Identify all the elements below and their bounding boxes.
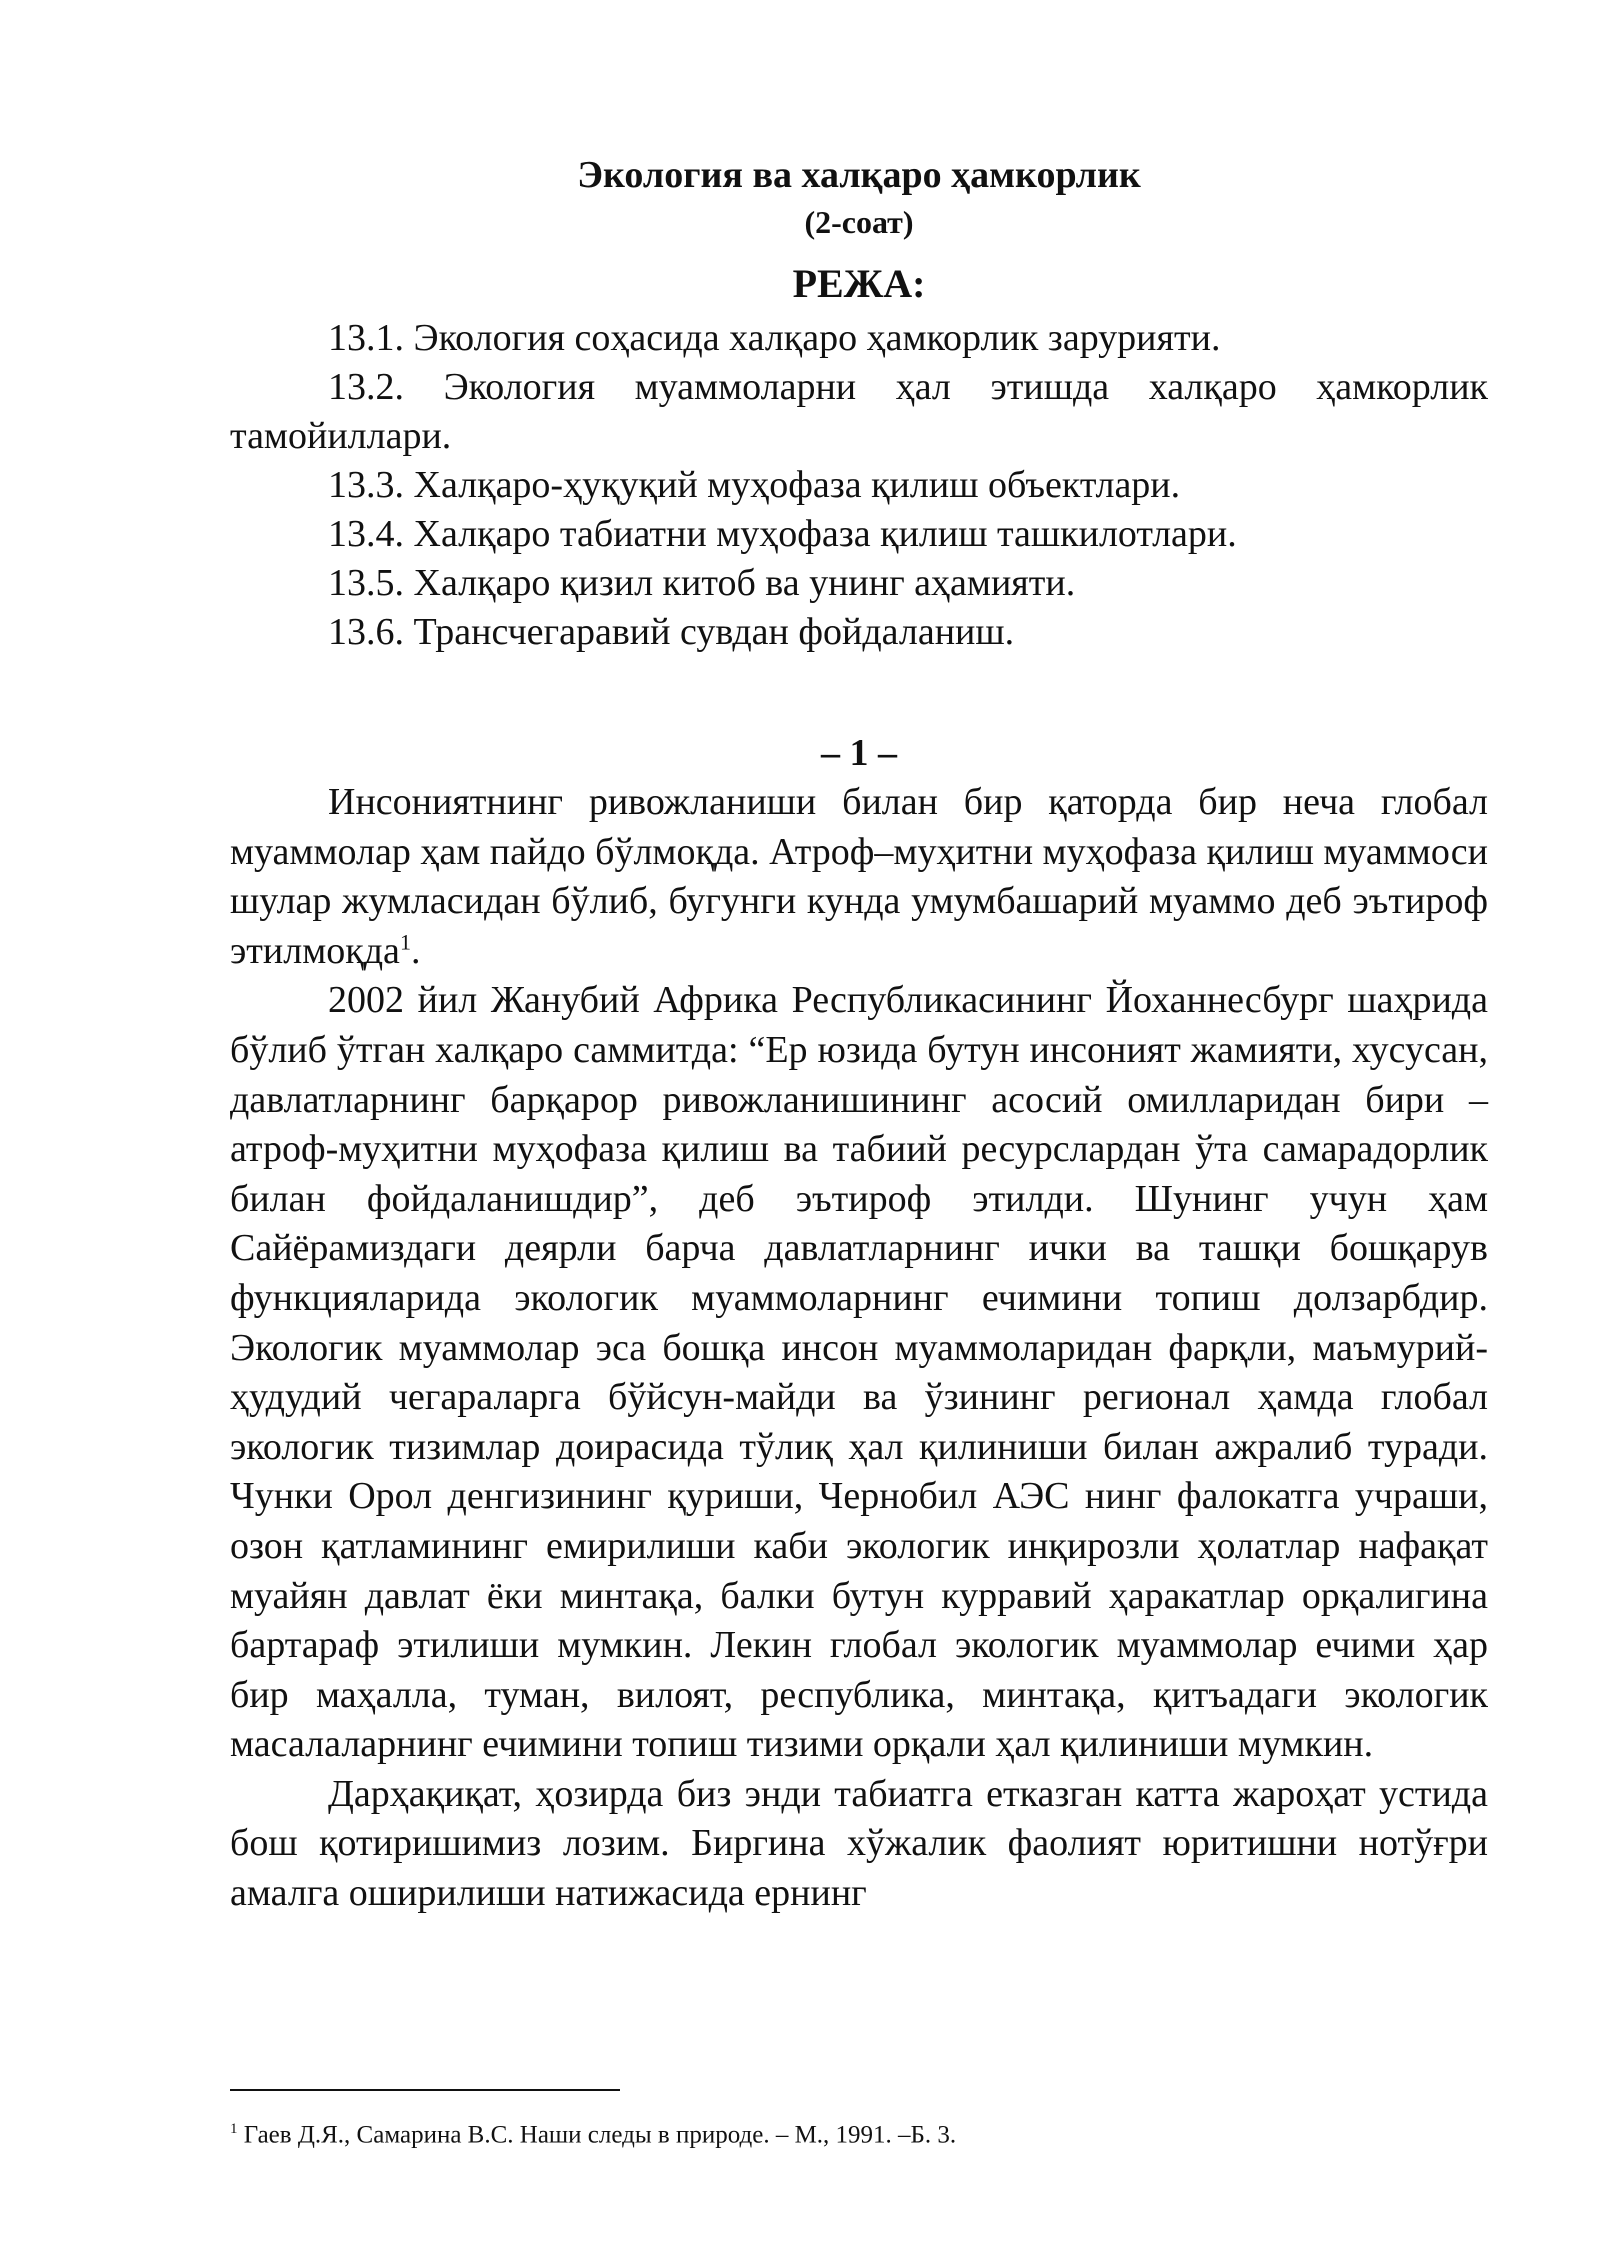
plan-item: 13.4. Халқаро табиатни муҳофаза қилиш ташкилотлари. [328,513,1237,555]
document-body [230,150,1488,1919]
paragraph-text: Инсониятнинг ривожланиши билан бир қаторда бир неча глобал муаммолар ҳам пайдо бўлмоқда. Атроф–муҳитни муҳофаза қилиш муаммоси шулар жумласидан бўлиб, бугунги кунда умумбашарий муаммо деб эътироф этилмоқда [230,781,1488,972]
paragraph: 2002 йил Жанубий Африка Республикасининг Йоханнесбург шаҳрида бўлиб ўтган халқаро саммитда: “Ер юзида бутун инсоният жамияти, хусусан, давлатларнинг барқарор ривожланишининг асосий омилларидан бири – атроф-муҳитни муҳофаза қилиш ва табиий ресурслардан ўта самарадорлик билан фойдаланишдир”, деб эътироф этилди. Шунинг учун ҳам Сайёрамиздаги деярли барча давлатларнинг ички ва ташқи бошқарув функцияларида экологик муаммоларнинг ечимини топиш долзарбдир. Экологик муаммолар эса бошқа инсон муаммоларидан фарқли, маъмурий-ҳудудий чегараларга бўйсун-майди ва ўзининг регионал ҳамда глобал экологик тизимлар доирасида тўлиқ ҳал қилиниши билан ажралиб туради. Чунки Орол денгизининг қуриши, Чернобил АЭС нинг фалокатга учраши, озон қатламининг емирилиши каби экологик инқирозли ҳолатлар нафақат муайян давлат ёки минтақа, балки бутун курравий ҳаракатлар орқалигина бартараф этилиши мумкин. Лекин глобал экологик муаммолар ечими ҳар бир маҳалла, туман, вилоят, республика, минтақа, қитъадаги экологик масалаларнинг ечимини топиш тизими орқали ҳал қилиниши мумкин. [230,979,1488,1766]
paragraph-text-tail: . [410,929,421,972]
footnote-reference[interactable]: 1 [399,929,411,955]
plan-item: 13.2. Экология муаммоларни ҳал этишда халқаро ҳамкорлик тамойиллари. [230,366,1488,457]
footnote-marker: 1 [230,2121,238,2137]
plan-item: 13.5. Халқаро қизил китоб ва унинг аҳамияти. [328,562,1076,604]
plan-list [230,314,1488,657]
paragraph: Дарҳақиқат, ҳозирда биз энди табиатга етказган катта жароҳат устида бош қотиришимиз лозим. Биргина хўжалик фаолият юритишни нотўғри амалга оширилиши натижасида ернинг [230,1772,1488,1915]
paragraph [230,778,1488,976]
footnote-separator [230,2089,620,2091]
footnote-text: Гаев Д.Я., Самарина В.С. Наши следы в природе. – М., 1991. –Б. 3. [237,2121,957,2149]
document-subtitle: (2-соат) [804,204,914,240]
document-title: Экология ва халқаро ҳамкорлик [577,154,1141,196]
plan-heading: РЕЖА: [792,261,926,306]
plan-item: 13.6. Трансчегаравий сувдан фойдаланиш. [328,611,1015,653]
footnote [230,2114,1488,2150]
section-marker: – 1 – [821,732,897,774]
plan-item: 13.1. Экология соҳасида халқаро ҳамкорлик зарурияти. [328,317,1221,359]
plan-item: 13.3. Халқаро-ҳуқуқий муҳофаза қилиш объектлари. [328,464,1181,506]
